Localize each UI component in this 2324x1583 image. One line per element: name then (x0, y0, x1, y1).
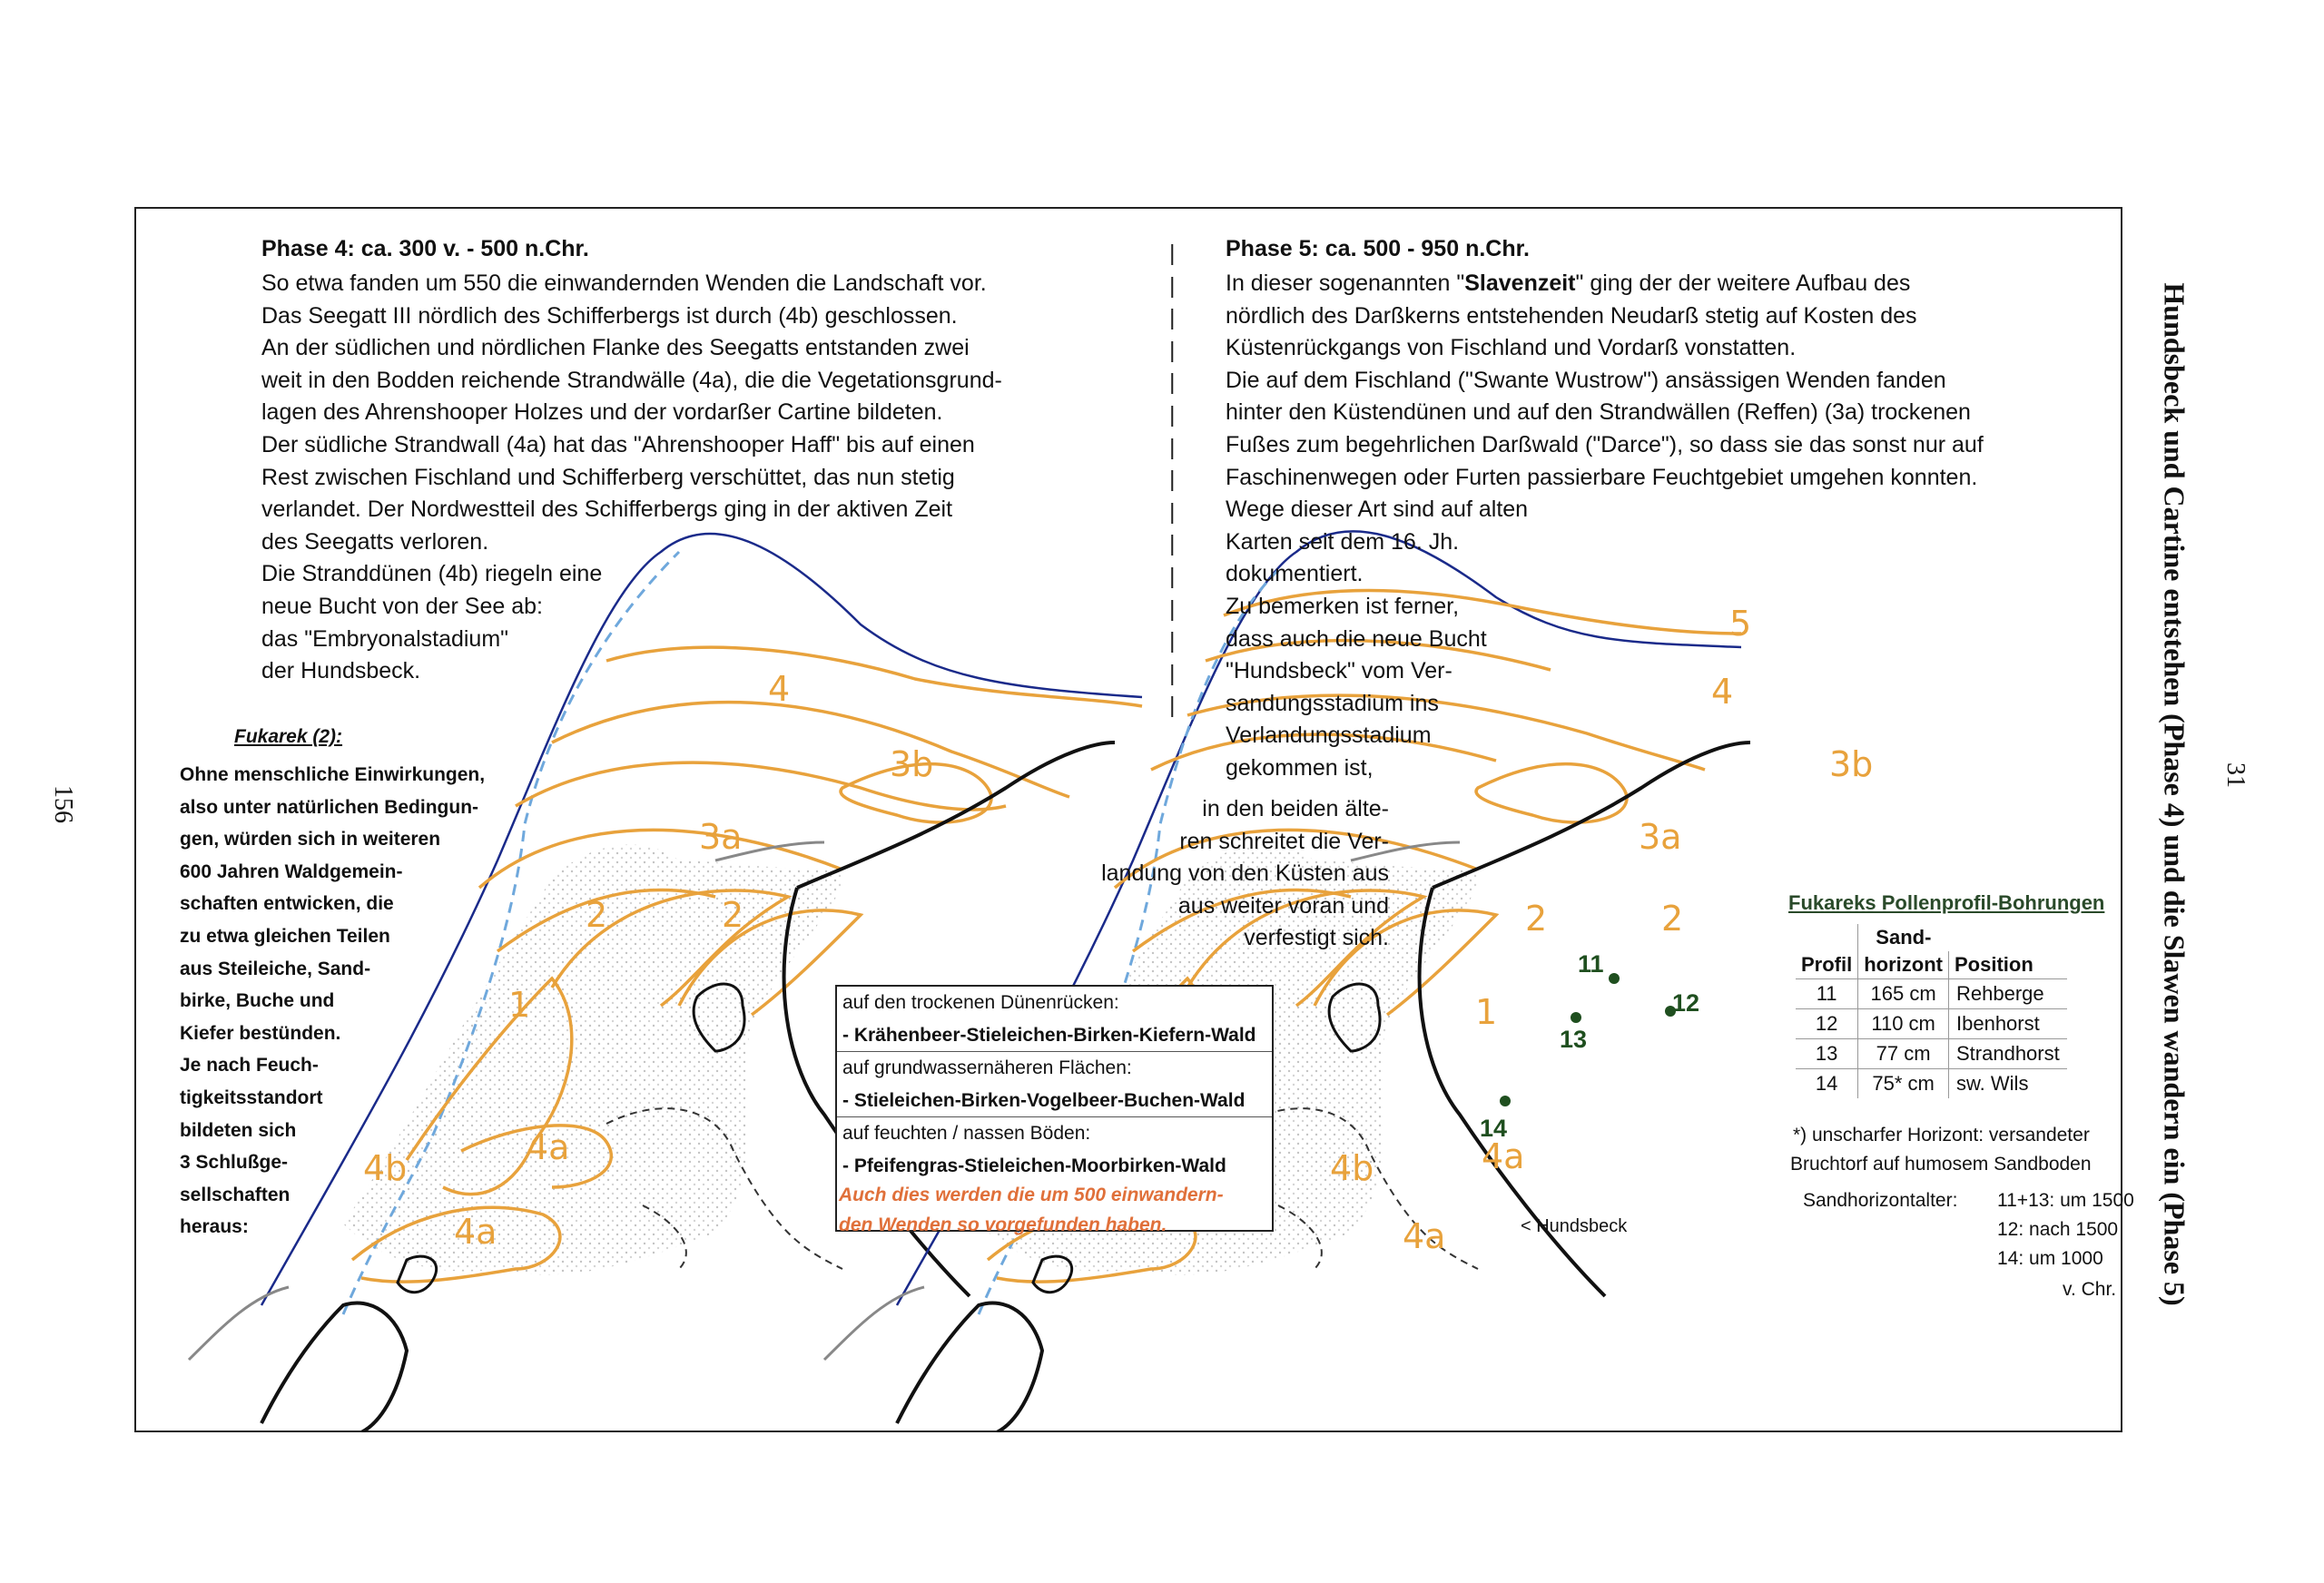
pollen-cell-profil: 13 (1796, 1039, 1858, 1069)
phase5-line: Küstenrückgangs von Fischland und Vordarß vonstatten. (1226, 335, 1797, 361)
phase5-tail-line: aus weiter voran und (1177, 892, 1389, 919)
phase5-line: Faschinenwegen oder Furten passierbare Feuchtgebiet umgehen konnten. (1226, 464, 1978, 490)
drill-point-13 (1571, 1012, 1581, 1023)
fukarek-line: Kiefer bestünden. (180, 1022, 341, 1044)
phase5-line: sandungsstadium ins (1226, 690, 1439, 716)
phase5-title: Phase 5: ca. 500 - 950 n.Chr. (1226, 236, 1530, 261)
phase4-text (261, 268, 1002, 688)
pollen-header-empty (1949, 924, 2067, 951)
pollen-cell-horizont: 110 cm (1858, 1009, 1949, 1039)
pollen-header-profil: Profil (1801, 953, 1853, 976)
right-map-label-1: 1 (1475, 992, 1498, 1032)
phase5-tail (953, 793, 1389, 955)
pollen-note-2: Bruchtorf auf humosem Sandboden (1790, 1154, 2092, 1175)
phase5-line: gekommen ist, (1226, 754, 1374, 781)
drill-point-11 (1609, 973, 1620, 984)
left-map-label-3a: 3a (699, 817, 743, 857)
table-row (1796, 1039, 2067, 1069)
right-map-label-4a-south: 4a (1403, 1216, 1446, 1256)
hundsbeck-label: < Hundsbeck (1521, 1216, 1628, 1236)
fukarek-text (180, 759, 485, 1244)
phase5-line: dokumentiert. (1226, 561, 1364, 587)
pollen-cell-profil: 14 (1796, 1069, 1858, 1099)
phase4-block (261, 236, 1002, 688)
phase5-line1-pre: In dieser sogenannten " (1226, 270, 1465, 296)
fukarek-title: Fukarek (2): (234, 726, 343, 747)
phase5-tail-line: in den beiden älte- (1202, 796, 1389, 821)
fukarek-line: also unter natürlichen Bedingun- (180, 796, 479, 818)
phase4-line: So etwa fanden um 550 die einwandernden Wenden die Landschaft vor. (261, 270, 987, 296)
table-row (1796, 1069, 2067, 1099)
pollen-table (1796, 924, 2067, 1098)
side-title-text: Hundsbeck und Cartine entstehen (Phase 4) und die Slawen wandern ein (Phase 5) (2158, 282, 2191, 1306)
phase4-line: verlandet. Der Nordwestteil des Schifferbergs ging in der aktiven Zeit (261, 497, 953, 523)
right-map-label-5: 5 (1729, 604, 1752, 644)
column-separator: | | | | | | | | | | | | | | | (1169, 241, 1176, 719)
phase5-tail-line: landung von den Küsten aus (1101, 860, 1389, 887)
right-map-label-2b: 2 (1661, 899, 1684, 939)
fukarek-line: tigkeitsstandort (180, 1086, 323, 1108)
phase5-tail-line: ren schreitet die Ver- (1179, 828, 1389, 854)
fukarek-line: 3 Schlußge- (180, 1152, 289, 1174)
phase5-slavenzeit: Slavenzeit (1464, 270, 1576, 296)
left-map-label-4a-south: 4a (454, 1212, 497, 1252)
fukarek-line: Je nach Feuch- (180, 1055, 319, 1077)
phase5-tail-line: verfestigt sich. (1244, 925, 1389, 951)
phase5-line1-post: " ging der der weitere Aufbau des (1575, 270, 1911, 296)
pollen-cell-profil: 11 (1796, 979, 1858, 1009)
phase5-line: "Hundsbeck" vom Ver- (1226, 658, 1452, 684)
phase5-line: Fußes zum begehrlichen Darßwald ("Darce"), so dass sie das sonst nur auf (1226, 431, 1984, 457)
pollen-cell-position: sw. Wils (1949, 1069, 2067, 1099)
table-row (1796, 979, 2067, 1009)
phase4-line: Rest zwischen Fischland und Schifferberg verschüttet, das nun stetig (261, 464, 955, 490)
pollen-cell-horizont: 165 cm (1858, 979, 1949, 1009)
left-map-label-3b: 3b (890, 744, 934, 784)
phase4-title: Phase 4: ca. 300 v. - 500 n.Chr. (261, 236, 589, 261)
drill-label-11: 11 (1578, 950, 1604, 978)
phase5-line: Karten seit dem 16. Jh. (1226, 528, 1460, 555)
fukarek-line: gen, würden sich in weiteren (180, 829, 441, 850)
phase5-block (1226, 236, 1984, 785)
phase5-line: Verlandungsstadium (1226, 723, 1432, 749)
phase4-line: neue Bucht von der See ab: (261, 593, 543, 619)
pollen-age-2: 12: nach 1500 (1997, 1219, 2119, 1240)
pollen-cell-position: Rehberge (1949, 979, 2067, 1009)
table-row (1796, 1009, 2067, 1039)
legend-note-line: Auch dies werden die um 500 einwandern- (839, 1185, 1224, 1205)
phase5-line: Zu bemerken ist ferner, (1226, 593, 1460, 619)
pollen-header-position: Position (1949, 951, 2067, 979)
right-map-label-4b: 4b (1330, 1148, 1374, 1188)
left-map-label-4a-north: 4a (527, 1127, 570, 1167)
legend-line: - Pfeifengras-Stieleichen-Moorbirken-Wald (842, 1155, 1226, 1176)
phase4-line: lagen des Ahrenshooper Holzes und der vordarßer Cartine bildeten. (261, 399, 943, 426)
pollen-cell-position: Strandhorst (1949, 1039, 2067, 1069)
left-map-label-2b: 2 (722, 895, 744, 935)
fukarek-line: zu etwa gleichen Teilen (180, 925, 390, 947)
pollen-cell-position: Ibenhorst (1949, 1009, 2067, 1039)
fukarek-line: Ohne menschliche Einwirkungen, (180, 764, 486, 785)
phase5-text (1226, 268, 1984, 785)
pollen-age-1: 11+13: um 1500 (1997, 1190, 2134, 1211)
phase5-line: Die auf dem Fischland ("Swante Wustrow") ansässigen Wenden fanden (1226, 367, 1946, 393)
phase5-line: Wege dieser Art sind auf alten (1226, 497, 1529, 523)
fukarek-line: 600 Jahren Waldgemein- (180, 860, 403, 882)
left-map-label-4b: 4b (363, 1148, 408, 1188)
legend-line: - Stieleichen-Birken-Vogelbeer-Buchen-Wald (837, 1085, 1272, 1118)
legend-line: - Krähenbeer-Stieleichen-Birken-Kiefern-Wald (837, 1019, 1272, 1053)
phase4-line: Das Seegatt III nördlich des Schifferbergs ist durch (4b) geschlossen. (261, 302, 958, 329)
pollen-header-sand-1: Sand- (1858, 924, 1949, 951)
phase4-line: Die Stranddünen (4b) riegeln eine (261, 561, 603, 587)
phase4-line: das "Embryonalstadium" (261, 625, 509, 652)
fukarek-line: heraus: (180, 1216, 249, 1238)
left-map-label-2a: 2 (586, 895, 608, 935)
right-map-label-2a: 2 (1525, 899, 1548, 939)
drill-point-14 (1500, 1096, 1511, 1106)
phase4-line: der Hundsbeck. (261, 658, 421, 684)
pollen-cell-horizont: 75* cm (1858, 1069, 1949, 1099)
pollen-age-3: 14: um 1000 (1997, 1248, 2103, 1269)
phase5-line (1226, 268, 1984, 300)
pollen-cell-profil: 12 (1796, 1009, 1858, 1039)
fukarek-line: schaften entwicken, die (180, 893, 394, 915)
drill-label-13: 13 (1560, 1026, 1588, 1053)
legend-note-line: den Wenden so vorgefunden haben. (839, 1214, 1167, 1235)
fukarek-line: bildeten sich (180, 1119, 297, 1141)
legend-line: auf den trockenen Dünenrücken: (842, 992, 1119, 1013)
phase4-line: des Seegatts verloren. (261, 528, 489, 555)
right-map-label-3a: 3a (1639, 817, 1682, 857)
drill-label-14: 14 (1480, 1115, 1508, 1142)
phase4-line: An der südlichen und nördlichen Flanke des Seegatts entstanden zwei (261, 335, 970, 361)
legend-line: auf feuchten / nassen Böden: (842, 1123, 1091, 1144)
phase4-line: Der südliche Strandwall (4a) hat das "Ahrenshooper Haff" bis auf einen (261, 431, 975, 457)
left-map-label-1: 1 (508, 985, 531, 1025)
phase5-line: hinter den Küstendünen und auf den Strandwällen (Reffen) (3a) trockenen (1226, 399, 1971, 426)
page-number-right: 31 (2221, 762, 2250, 788)
right-map-label-4: 4 (1711, 672, 1734, 712)
drill-label-12: 12 (1672, 989, 1700, 1017)
fukarek-line: birke, Buche und (180, 990, 335, 1012)
page-number-left: 156 (49, 785, 77, 823)
right-map-label-4a-north: 4a (1482, 1136, 1525, 1176)
pollen-title: Fukareks Pollenprofil-Bohrungen (1788, 891, 2105, 914)
pollen-header-empty (1796, 924, 1858, 951)
pollen-cell-horizont: 77 cm (1858, 1039, 1949, 1069)
pollen-note-1: *) unscharfer Horizont: versandeter (1793, 1125, 2090, 1145)
side-title (2147, 209, 2201, 1380)
phase4-line: weit in den Bodden reichende Strandwälle (4a), die die Vegetationsgrund- (261, 367, 1002, 393)
pollen-age-label: Sandhorizontalter: (1803, 1190, 1958, 1211)
phase5-line: nördlich des Darßkerns entstehenden Neudarß stetig auf Kosten des (1226, 302, 1917, 329)
fukarek-line: sellschaften (180, 1184, 290, 1205)
pollen-age-4: v. Chr. (2063, 1279, 2117, 1300)
pollen-header-sand-2: horizont (1858, 951, 1949, 979)
phase5-line: dass auch die neue Bucht (1226, 625, 1487, 652)
right-map-label-3b: 3b (1829, 744, 1874, 784)
legend-line: auf grundwassernäheren Flächen: (842, 1057, 1132, 1078)
left-map-label-4: 4 (768, 669, 791, 709)
fukarek-line: aus Steileiche, Sand- (180, 958, 371, 979)
